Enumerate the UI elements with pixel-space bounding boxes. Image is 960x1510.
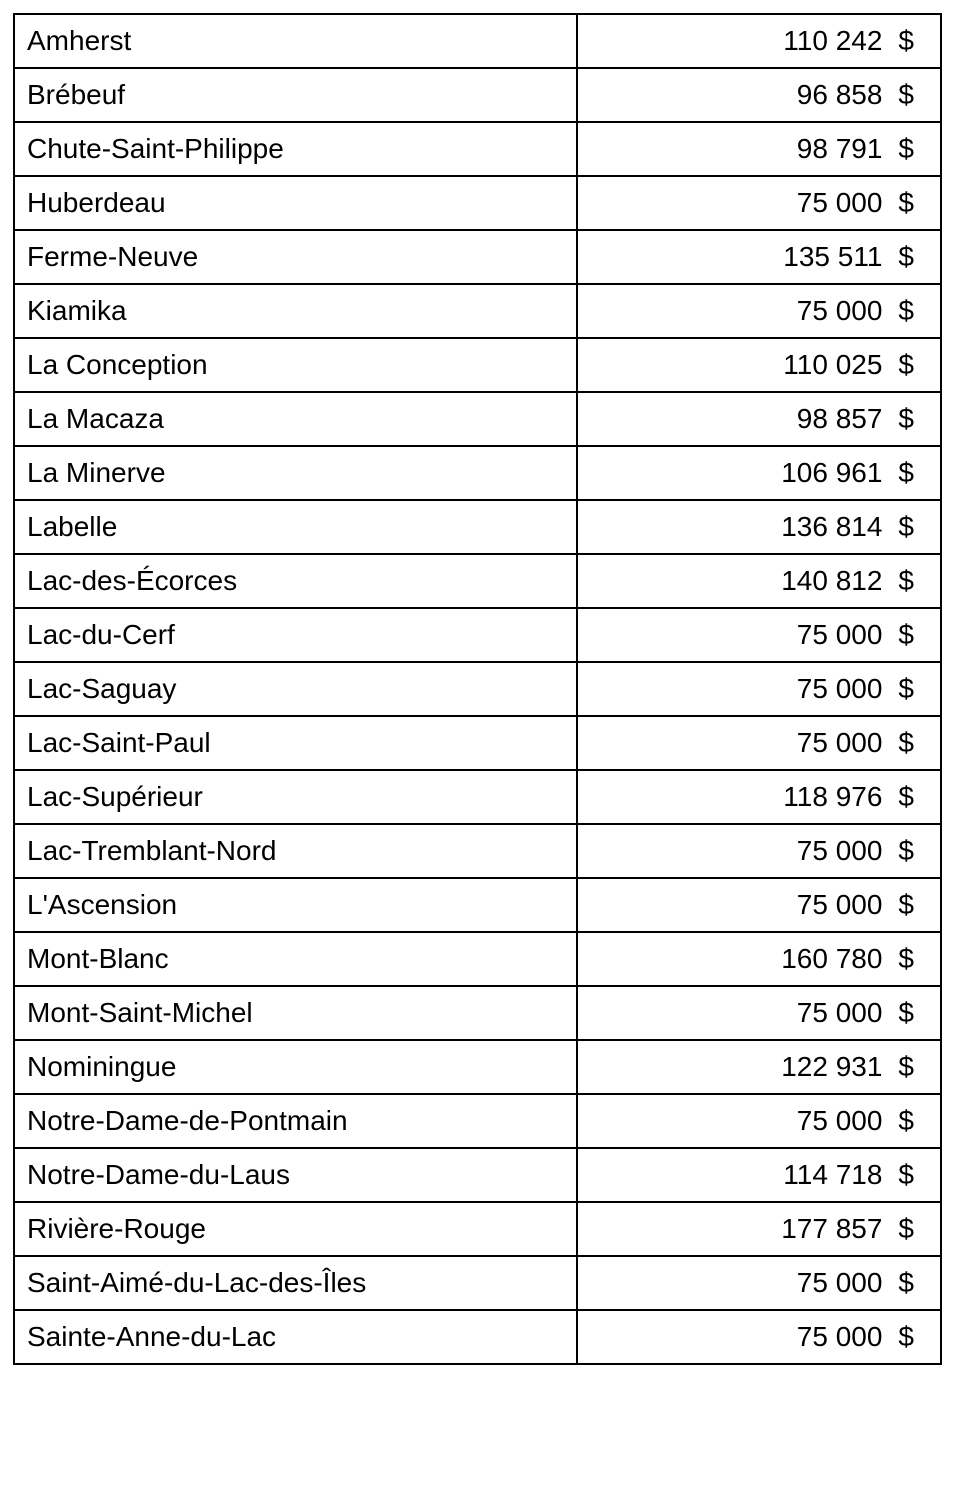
table-row (14, 1256, 941, 1310)
amount-value: 75 000 (796, 997, 883, 1028)
amount-cell (577, 446, 941, 500)
amount-value: 106 961 (781, 457, 883, 488)
currency-symbol: $ (898, 565, 914, 596)
municipality-name-cell: Lac-des-Écorces (14, 554, 577, 608)
table-row (14, 878, 941, 932)
amount-cell (577, 662, 941, 716)
currency-symbol: $ (898, 25, 914, 56)
amount-cell (577, 1040, 941, 1094)
amount-value: 122 931 (781, 1051, 883, 1082)
currency-symbol: $ (898, 835, 914, 866)
municipality-name-cell: Notre-Dame-de-Pontmain (14, 1094, 577, 1148)
municipality-name-cell: Brébeuf (14, 68, 577, 122)
amount-cell (577, 230, 941, 284)
table-row (14, 338, 941, 392)
table-row (14, 1202, 941, 1256)
table-row (14, 1310, 941, 1364)
table-row (14, 716, 941, 770)
table-row (14, 176, 941, 230)
municipality-name-cell: Notre-Dame-du-Laus (14, 1148, 577, 1202)
municipality-name-cell: Kiamika (14, 284, 577, 338)
municipality-name-cell: Labelle (14, 500, 577, 554)
amount-value: 98 857 (796, 403, 883, 434)
amount-cell (577, 878, 941, 932)
municipality-name-cell: Mont-Blanc (14, 932, 577, 986)
amount-cell (577, 770, 941, 824)
amount-value: 75 000 (796, 1321, 883, 1352)
amount-value: 114 718 (783, 1159, 883, 1190)
amount-cell (577, 122, 941, 176)
currency-symbol: $ (898, 457, 914, 488)
currency-symbol: $ (898, 997, 914, 1028)
amount-cell (577, 932, 941, 986)
table-row (14, 14, 941, 68)
currency-symbol: $ (898, 1267, 914, 1298)
currency-symbol: $ (898, 1105, 914, 1136)
amount-cell (577, 1310, 941, 1364)
amount-value: 75 000 (796, 1105, 883, 1136)
amount-value: 75 000 (796, 1267, 883, 1298)
amount-value: 96 858 (796, 79, 883, 110)
amount-value: 160 780 (781, 943, 883, 974)
table-row (14, 608, 941, 662)
municipality-name-cell: Lac-Tremblant-Nord (14, 824, 577, 878)
table-row (14, 662, 941, 716)
municipality-amount-table-container (13, 13, 940, 1365)
amount-cell (577, 608, 941, 662)
table-row (14, 1040, 941, 1094)
currency-symbol: $ (898, 349, 914, 380)
amount-cell (577, 1094, 941, 1148)
currency-symbol: $ (898, 673, 914, 704)
amount-value: 110 025 (783, 349, 883, 380)
amount-cell (577, 392, 941, 446)
amount-value: 75 000 (796, 295, 883, 326)
amount-value: 75 000 (796, 619, 883, 650)
table-row (14, 392, 941, 446)
currency-symbol: $ (898, 511, 914, 542)
amount-cell (577, 284, 941, 338)
amount-cell (577, 554, 941, 608)
amount-cell (577, 338, 941, 392)
table-row (14, 500, 941, 554)
amount-cell (577, 716, 941, 770)
amount-cell (577, 176, 941, 230)
table-row (14, 122, 941, 176)
municipality-name-cell: Huberdeau (14, 176, 577, 230)
amount-value: 75 000 (796, 889, 883, 920)
amount-cell (577, 1256, 941, 1310)
currency-symbol: $ (898, 1159, 914, 1190)
table-row (14, 554, 941, 608)
currency-symbol: $ (898, 781, 914, 812)
municipality-name-cell: Lac-Saguay (14, 662, 577, 716)
table-row (14, 770, 941, 824)
currency-symbol: $ (898, 133, 914, 164)
amount-value: 118 976 (783, 781, 883, 812)
amount-value: 177 857 (781, 1213, 883, 1244)
table-row (14, 1148, 941, 1202)
municipality-name-cell: Saint-Aimé-du-Lac-des-Îles (14, 1256, 577, 1310)
table-row (14, 1094, 941, 1148)
amount-cell (577, 1148, 941, 1202)
currency-symbol: $ (898, 727, 914, 758)
amount-value: 140 812 (781, 565, 883, 596)
currency-symbol: $ (898, 1051, 914, 1082)
municipality-name-cell: Sainte-Anne-du-Lac (14, 1310, 577, 1364)
amount-cell (577, 824, 941, 878)
table-row (14, 230, 941, 284)
municipality-name-cell: Lac-Supérieur (14, 770, 577, 824)
currency-symbol: $ (898, 1213, 914, 1244)
currency-symbol: $ (898, 295, 914, 326)
amount-value: 135 511 (783, 241, 883, 272)
table-row (14, 446, 941, 500)
table-row (14, 986, 941, 1040)
amount-value: 98 791 (796, 133, 883, 164)
amount-value: 110 242 (783, 25, 883, 56)
municipality-amount-table (13, 13, 942, 1365)
currency-symbol: $ (898, 241, 914, 272)
municipality-name-cell: La Macaza (14, 392, 577, 446)
municipality-name-cell: Amherst (14, 14, 577, 68)
municipality-name-cell: Rivière-Rouge (14, 1202, 577, 1256)
currency-symbol: $ (898, 403, 914, 434)
municipality-name-cell: Lac-du-Cerf (14, 608, 577, 662)
amount-value: 75 000 (796, 187, 883, 218)
table-row (14, 824, 941, 878)
currency-symbol: $ (898, 619, 914, 650)
amount-value: 75 000 (796, 673, 883, 704)
table-row (14, 284, 941, 338)
municipality-name-cell: Ferme-Neuve (14, 230, 577, 284)
amount-value: 75 000 (796, 835, 883, 866)
table-row (14, 68, 941, 122)
currency-symbol: $ (898, 79, 914, 110)
currency-symbol: $ (898, 889, 914, 920)
municipality-name-cell: Lac-Saint-Paul (14, 716, 577, 770)
amount-cell (577, 68, 941, 122)
table-row (14, 932, 941, 986)
currency-symbol: $ (898, 1321, 914, 1352)
amount-cell (577, 986, 941, 1040)
municipality-name-cell: Mont-Saint-Michel (14, 986, 577, 1040)
amount-value: 75 000 (796, 727, 883, 758)
municipality-name-cell: L'Ascension (14, 878, 577, 932)
amount-cell (577, 500, 941, 554)
amount-cell (577, 1202, 941, 1256)
currency-symbol: $ (898, 187, 914, 218)
table-body (14, 14, 941, 1364)
currency-symbol: $ (898, 943, 914, 974)
amount-cell (577, 14, 941, 68)
amount-value: 136 814 (781, 511, 883, 542)
municipality-name-cell: La Minerve (14, 446, 577, 500)
municipality-name-cell: Chute-Saint-Philippe (14, 122, 577, 176)
municipality-name-cell: La Conception (14, 338, 577, 392)
municipality-name-cell: Nominingue (14, 1040, 577, 1094)
